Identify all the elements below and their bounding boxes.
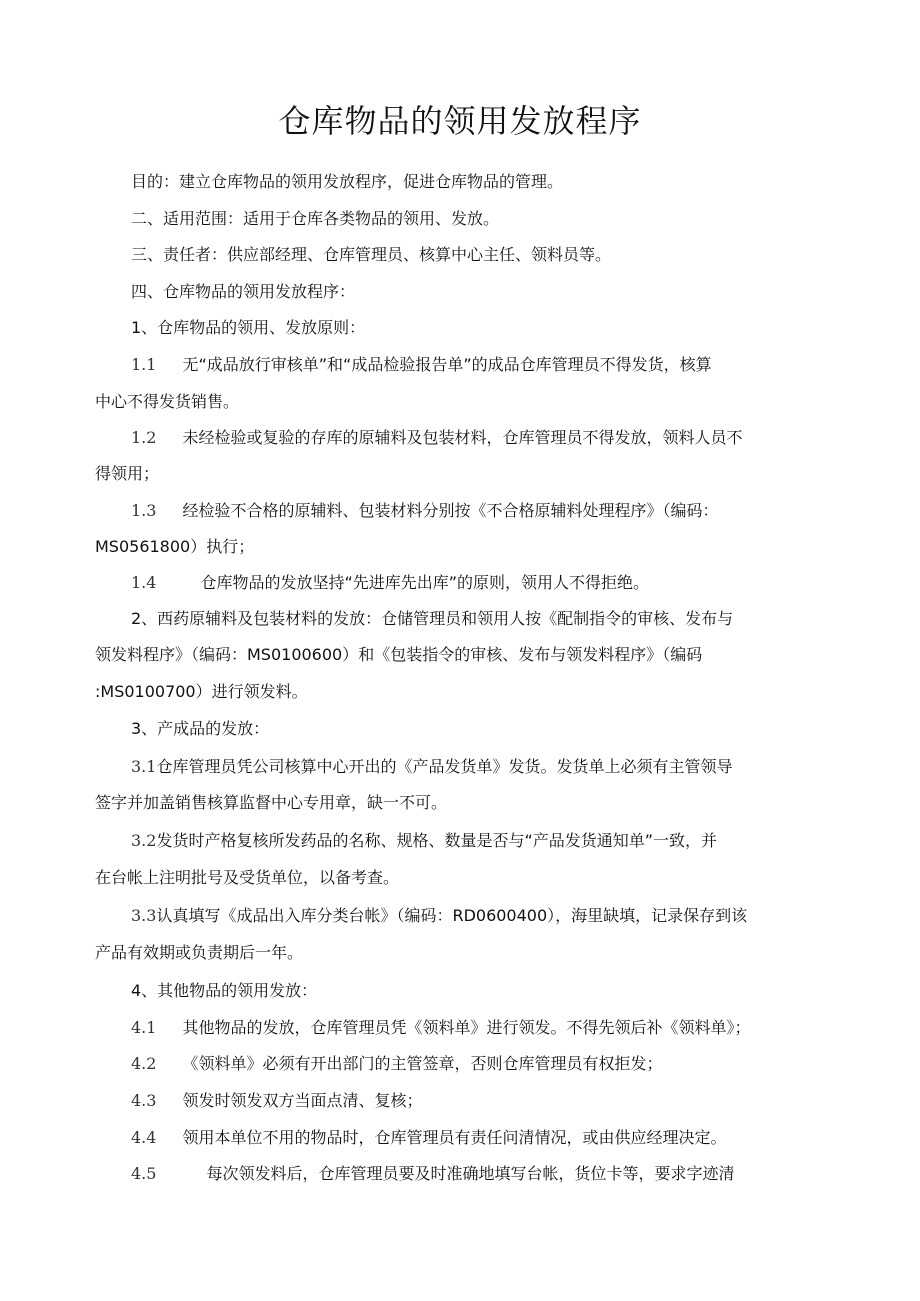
item3-3-text: 认真填写《成品出入库分类台帐》（编码：RD0600400），海里缺填，记录保存到该 bbox=[156, 906, 748, 925]
item1-4-number: 1.4 bbox=[131, 573, 157, 592]
item1-2-line2: 得领用； bbox=[95, 464, 160, 483]
item1-4-line1 bbox=[131, 571, 649, 595]
responsible-line: 三、责任者：供应部经理、仓库管理员、核算中心主任、领料员等。 bbox=[131, 245, 612, 264]
item3-1-line1 bbox=[131, 755, 732, 779]
item1-1-line2: 中心不得发货销售。 bbox=[95, 392, 240, 411]
item3-1-line2: 签字并加盖销售核算监督中心专用章，缺一不可。 bbox=[95, 793, 448, 812]
item4-4-text: 领用本单位不用的物品时，仓库管理员有责任问清情况，或由供应经理决定。 bbox=[182, 1128, 727, 1147]
scope-line: 二、适用范围：适用于仓库各类物品的领用、发放。 bbox=[131, 209, 500, 228]
item3-2-text: 发货时产格复核所发药品的名称、规格、数量是否与“产品发货通知单”一致，并 bbox=[156, 831, 718, 850]
item2-line2: 领发料程序》（编码：MS0100600）和《包装指令的审核、发布与领发料程序》（编码 bbox=[95, 645, 703, 664]
item1-4-text: 仓库物品的发放坚持“先进库先出库”的原则，领用人不得拒绝。 bbox=[200, 573, 650, 592]
item3-2-line2: 在台帐上注明批号及受货单位，以备考查。 bbox=[95, 868, 400, 887]
item1-3-text: 经检验不合格的原辅料、包装材料分别按《不合格原辅料处理程序》（编码： bbox=[182, 501, 719, 520]
page-title: 仓库物品的领用发放程序 bbox=[278, 102, 642, 140]
item3-3-line2: 产品有效期或负责期后一年。 bbox=[95, 943, 304, 962]
item4-2-number: 4.2 bbox=[131, 1054, 157, 1073]
item3-2-line1 bbox=[131, 829, 717, 853]
item4-2-line1 bbox=[131, 1052, 662, 1076]
item4-4-number: 4.4 bbox=[131, 1128, 157, 1147]
item1-2-line1 bbox=[131, 426, 742, 450]
item1-1-line1 bbox=[131, 353, 712, 377]
item3-1-number: 3.1 bbox=[131, 757, 157, 776]
item1-1-number: 1.1 bbox=[131, 355, 157, 374]
item4-heading: 4、其他物品的领用发放： bbox=[131, 981, 318, 1000]
item3-3-line1 bbox=[131, 904, 747, 928]
item1-3-line2: MS0561800）执行； bbox=[95, 537, 255, 556]
item2-line3: :MS0100700）进行领发料。 bbox=[95, 682, 308, 701]
item4-3-number: 4.3 bbox=[131, 1091, 157, 1110]
section4-heading: 四、仓库物品的领用发放程序： bbox=[131, 282, 356, 301]
item1-2-number: 1.2 bbox=[131, 428, 157, 447]
item1-heading: 1、仓库物品的领用、发放原则： bbox=[131, 318, 366, 337]
item4-5-number: 4.5 bbox=[131, 1164, 157, 1183]
item2-line1: 2、西药原辅料及包装材料的发放：仓储管理员和领用人按《配制指令的审核、发布与 bbox=[131, 609, 734, 628]
item3-1-text: 仓库管理员凭公司核算中心开出的《产品发货单》发货。发货单上必须有主管领导 bbox=[156, 757, 733, 776]
purpose-line: 目的：建立仓库物品的领用发放程序，促进仓库物品的管理。 bbox=[131, 172, 564, 191]
item3-3-number: 3.3 bbox=[131, 906, 157, 925]
item4-1-line1 bbox=[131, 1016, 750, 1040]
item4-4-line1 bbox=[131, 1126, 726, 1150]
item1-3-number: 1.3 bbox=[131, 501, 157, 520]
item4-3-line1 bbox=[131, 1089, 422, 1113]
item4-5-line1 bbox=[131, 1162, 734, 1186]
item4-3-text: 领发时领发双方当面点清、复核； bbox=[182, 1091, 423, 1110]
item1-2-text: 未经检验或复验的存库的原辅料及包装材料，仓库管理员不得发放，领料人员不 bbox=[182, 428, 743, 447]
item4-2-text: 《领料单》必须有开出部门的主管签章，否则仓库管理员有权拒发； bbox=[182, 1054, 663, 1073]
item4-1-text: 其他物品的发放，仓库管理员凭《领料单》进行领发。不得先领后补《领料单》； bbox=[182, 1018, 751, 1037]
item3-2-number: 3.2 bbox=[131, 831, 157, 850]
item4-5-text: 每次领发料后，仓库管理员要及时准确地填写台帐，货位卡等，要求字迹清 bbox=[206, 1164, 735, 1183]
item1-1-text: 无“成品放行审核单”和“成品检验报告单”的成品仓库管理员不得发货，核算 bbox=[182, 355, 712, 374]
item3-heading: 3、产成品的发放： bbox=[131, 719, 270, 738]
item1-3-line1 bbox=[131, 499, 718, 523]
item4-1-number: 4.1 bbox=[131, 1018, 157, 1037]
